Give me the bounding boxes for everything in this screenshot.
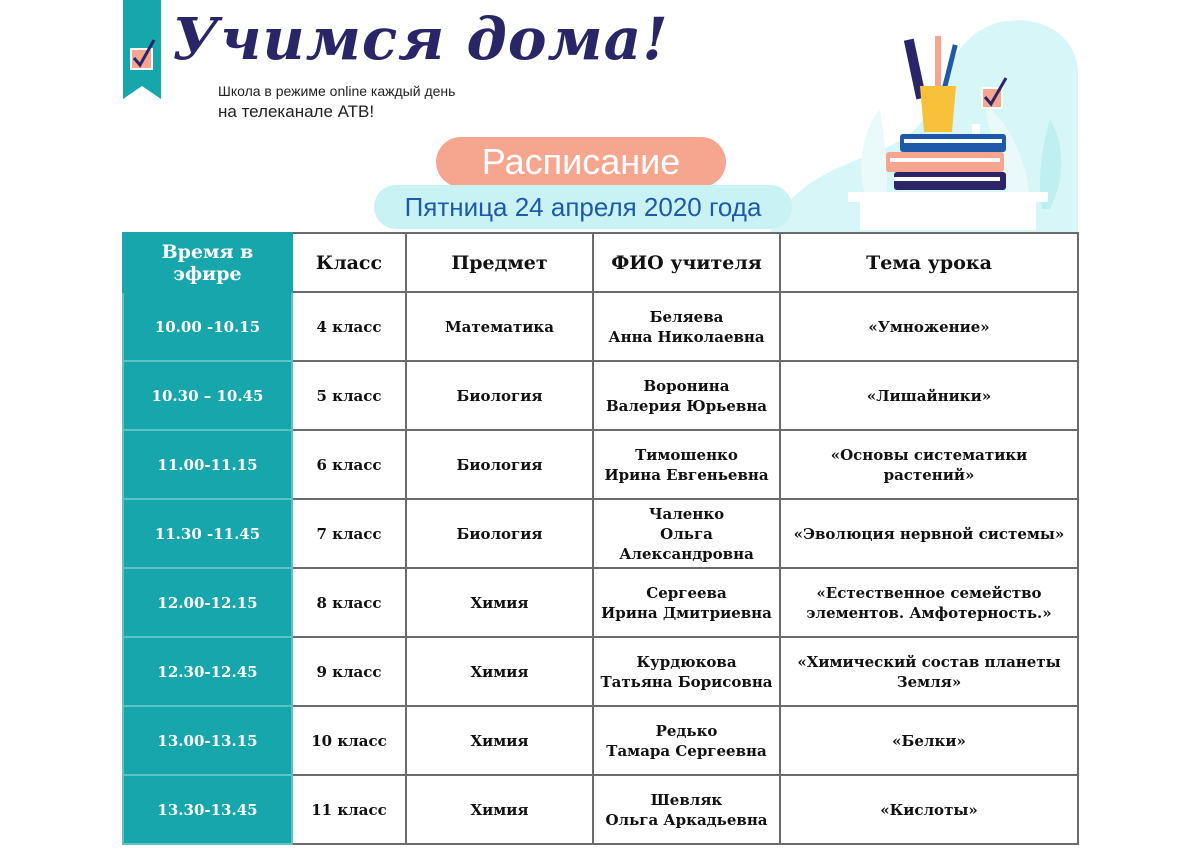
cell-time: 13.30-13.45 <box>123 775 292 844</box>
cell-grade: 4 класс <box>292 292 406 361</box>
column-header-grade: Класс <box>292 233 406 292</box>
cell-grade: 7 класс <box>292 499 406 568</box>
teacher-name: Валерия Юрьевна <box>605 396 768 415</box>
cell-time: 11.30 -11.45 <box>123 499 292 568</box>
cell-subject: Химия <box>406 706 593 775</box>
cell-time: 12.30-12.45 <box>123 637 292 706</box>
cell-teacher <box>593 568 780 637</box>
cell-time: 11.00-11.15 <box>123 430 292 499</box>
teacher-name: Татьяна Борисовна <box>600 672 773 691</box>
teacher-surname: Редько <box>655 721 718 740</box>
cell-subject: Химия <box>406 637 593 706</box>
table-row <box>123 430 1078 499</box>
cell-teacher <box>593 430 780 499</box>
cell-grade: 10 класс <box>292 706 406 775</box>
teacher-surname: Шевляк <box>650 790 723 809</box>
cell-grade: 8 класс <box>292 568 406 637</box>
table-header-row <box>123 233 1078 292</box>
cell-teacher <box>593 775 780 844</box>
cell-topic: «Лишайники» <box>780 361 1078 430</box>
cell-grade: 9 класс <box>292 637 406 706</box>
cell-teacher <box>593 292 780 361</box>
schedule-table <box>122 232 1079 845</box>
logo-text: Учимся дома! <box>172 5 669 73</box>
teacher-surname: Воронина <box>643 376 730 395</box>
column-header-teacher: ФИО учителя <box>593 233 780 292</box>
cell-topic: «Белки» <box>780 706 1078 775</box>
cell-time: 13.00-13.15 <box>123 706 292 775</box>
cell-topic: «Кислоты» <box>780 775 1078 844</box>
cell-time: 12.00-12.15 <box>123 568 292 637</box>
teacher-name: Ольга Аркадьевна <box>605 810 768 829</box>
logo-subtitle-line2: на телеканале АТВ! <box>218 102 375 121</box>
cell-topic: «Эволюция нервной системы» <box>780 499 1078 568</box>
cell-time: 10.30 – 10.45 <box>123 361 292 430</box>
teacher-surname: Тимошенко <box>635 445 738 464</box>
column-header-time: Время в эфире <box>123 233 292 292</box>
table-row <box>123 292 1078 361</box>
column-header-subject: Предмет <box>406 233 593 292</box>
cell-topic: «Умножение» <box>780 292 1078 361</box>
table-row <box>123 568 1078 637</box>
cell-grade: 5 класс <box>292 361 406 430</box>
teacher-surname: Беляева <box>649 307 724 326</box>
teacher-surname: Сергеева <box>646 583 727 602</box>
schedule-date: Пятница 24 апреля 2020 года <box>374 185 792 229</box>
table-row <box>123 361 1078 430</box>
cell-subject: Биология <box>406 499 593 568</box>
cell-subject: Математика <box>406 292 593 361</box>
cell-subject: Биология <box>406 430 593 499</box>
logo-subtitle-line1: Школа в режиме online каждый день <box>218 83 456 99</box>
cell-topic: «Основы систематики растений» <box>780 430 1078 499</box>
teacher-name: Ольга Александровна <box>619 524 754 563</box>
teacher-name: Тамара Сергеевна <box>606 741 767 760</box>
teacher-name: Ирина Евгеньевна <box>604 465 769 484</box>
table-row <box>123 775 1078 844</box>
cell-topic: «Естественное семейство элементов. Амфотерность.» <box>780 568 1078 637</box>
books-illustration <box>760 14 1080 234</box>
column-header-topic: Тема урока <box>780 233 1078 292</box>
teacher-surname: Курдюкова <box>636 652 737 671</box>
cell-grade: 11 класс <box>292 775 406 844</box>
teacher-name: Анна Николаевна <box>608 327 765 346</box>
bookmark-checkbox-icon <box>123 0 161 99</box>
cell-subject: Химия <box>406 775 593 844</box>
teacher-surname: Чаленко <box>648 504 725 523</box>
cell-topic: «Химический состав планеты Земля» <box>780 637 1078 706</box>
table-row <box>123 499 1078 568</box>
schedule-title: Расписание <box>436 137 726 187</box>
cell-subject: Химия <box>406 568 593 637</box>
teacher-name: Ирина Дмитриевна <box>601 603 772 622</box>
cell-subject: Биология <box>406 361 593 430</box>
cell-teacher <box>593 637 780 706</box>
cell-teacher <box>593 361 780 430</box>
cell-teacher <box>593 706 780 775</box>
table-row <box>123 706 1078 775</box>
cell-time: 10.00 -10.15 <box>123 292 292 361</box>
table-row <box>123 637 1078 706</box>
cell-grade: 6 класс <box>292 430 406 499</box>
cell-teacher <box>593 499 780 568</box>
